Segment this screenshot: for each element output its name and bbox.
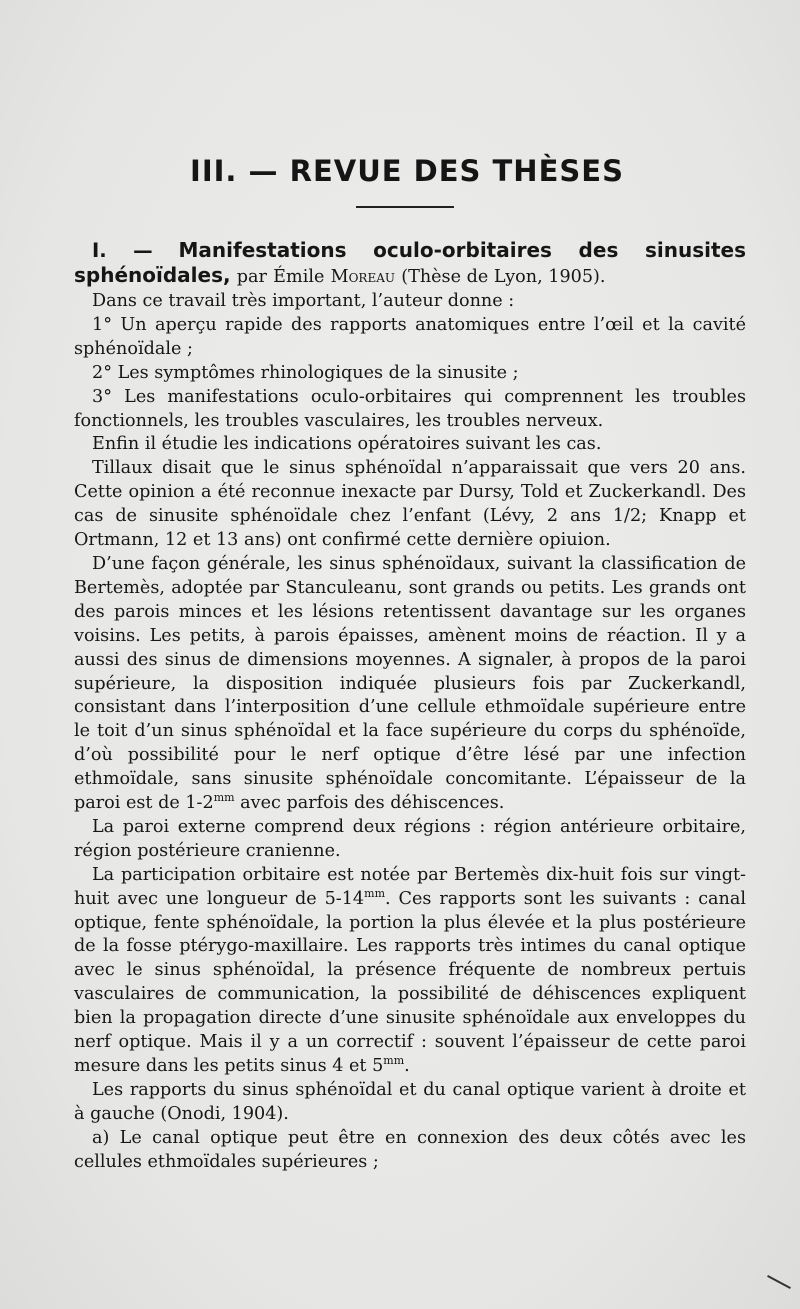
article-heading (74, 238, 746, 290)
paragraph-intro: Dans ce travail très important, l’auteur donne : (92, 291, 515, 311)
list-item-a: a) Le canal optique peut être en connexion des deux côtés avec les cellules ethmoïdales supérieures ; (74, 1127, 746, 1172)
unit-mm-superscript: mm (383, 1054, 405, 1068)
paragraph-participation (74, 864, 746, 1079)
paragraph-participation-text: La participation orbitaire est notée par Bertemès dix-huit fois sur vingt-huit avec une longueur de 5-14 (74, 864, 746, 909)
paragraph-rapports: Les rapports du sinus sphénoïdal et du canal optique varient à droite et à gauche (Onodi, 1904). (74, 1079, 746, 1124)
article-number: I. — (92, 239, 153, 262)
page-corner-mark (767, 1275, 791, 1289)
paragraph-enfin: Enfin il étudie les indications opératoires suivant les cas. (92, 434, 602, 455)
list-item-2: 2° Les symptômes rhinologiques de la sinusite ; (92, 362, 519, 383)
section-title: III. — REVUE DES THÈSES (190, 154, 624, 188)
title-rule (356, 206, 454, 208)
article-title-part2: sphénoïdales, (74, 263, 231, 287)
paragraph-participation-end: . (404, 1056, 410, 1076)
paragraph-general (74, 553, 746, 816)
paragraph-general-text: D’une façon générale, les sinus sphénoïdaux, suivant la classification de Bertemès, adoptée par Stanculeanu, sont grands ou petits. Les grands ont des parois minces et les lésions retentissent davantage sur les organes voisins. Les petits, à parois épaisses, amènent moins de réaction. Il y a aussi des sinus de dimensions moyennes. A signaler, à propos de la paroi supérieure, la disposition indiquée plusieurs fois par Zuckerkandl, consistant dans l’interposition d’une cellule ethmoïdale supérieure entre le toit d’un sinus sphénoïdal et la face supérieure du corps du sphénoïde, d’où possibilité pour le nerf optique d’être lésé par une infection ethmoïdale, sans sinusite sphénoïdale concomitante. L’épaisseur de la paroi est de 1-2 (74, 553, 746, 814)
unit-mm-superscript: mm (213, 791, 235, 805)
paragraph-paroi: La paroi externe comprend deux régions : région antérieure orbitaire, région postérieure cranienne. (74, 816, 746, 861)
article-source: (Thèse de Lyon, 1905). (401, 267, 606, 287)
list-item-3: 3° Les manifestations oculo-orbitaires qui comprennent les troubles fonctionnels, les troubles vasculaires, les troubles nerveux. (74, 386, 746, 431)
paragraph-general-end: avec parfois des déhiscences. (234, 793, 505, 814)
unit-mm-superscript: mm (364, 886, 386, 900)
author-last-name: Moreau (330, 267, 396, 287)
article-title-part1: Manifestations oculo-orbitaires des sinusites (178, 238, 747, 262)
article-by: par (236, 267, 267, 287)
paragraph-tillaux: Tillaux disait que le sinus sphénoïdal n’apparaissait que vers 20 ans. Cette opinion a été reconnue inexacte par Dursy, Told et Zuckerkandl. Des cas de sinusite sphénoïdale chez l’enfant (Lévy, 2 ans 1/2; Knapp et Ortmann, 12 et 13 ans) ont confirmé cette dernière opiuion. (74, 458, 746, 551)
list-item-1: 1° Un aperçu rapide des rapports anatomiques entre l’œil et la cavité sphénoïdale ; (74, 314, 746, 359)
article-body (74, 238, 746, 1175)
author-first-name: Émile (273, 267, 325, 287)
paragraph-participation-middle: . Ces rapports sont les suivants : canal optique, fente sphénoïdale, la portion la plus élevée et la plus postérieure de la fosse ptérygo-maxillaire. Les rapports très intimes du canal optique avec le sinus sphénoïdal, la présence fréquente de nombreux pertuis vasculaires de communication, la possibilité de déhiscences expliquent bien la propagation directe d’une sinusite sphénoïdale aux enveloppes du nerf optique. Mais il y a un correctif : souvent l’épaisseur de cette paroi mesure dans les petits sinus 4 et 5 (74, 888, 746, 1076)
